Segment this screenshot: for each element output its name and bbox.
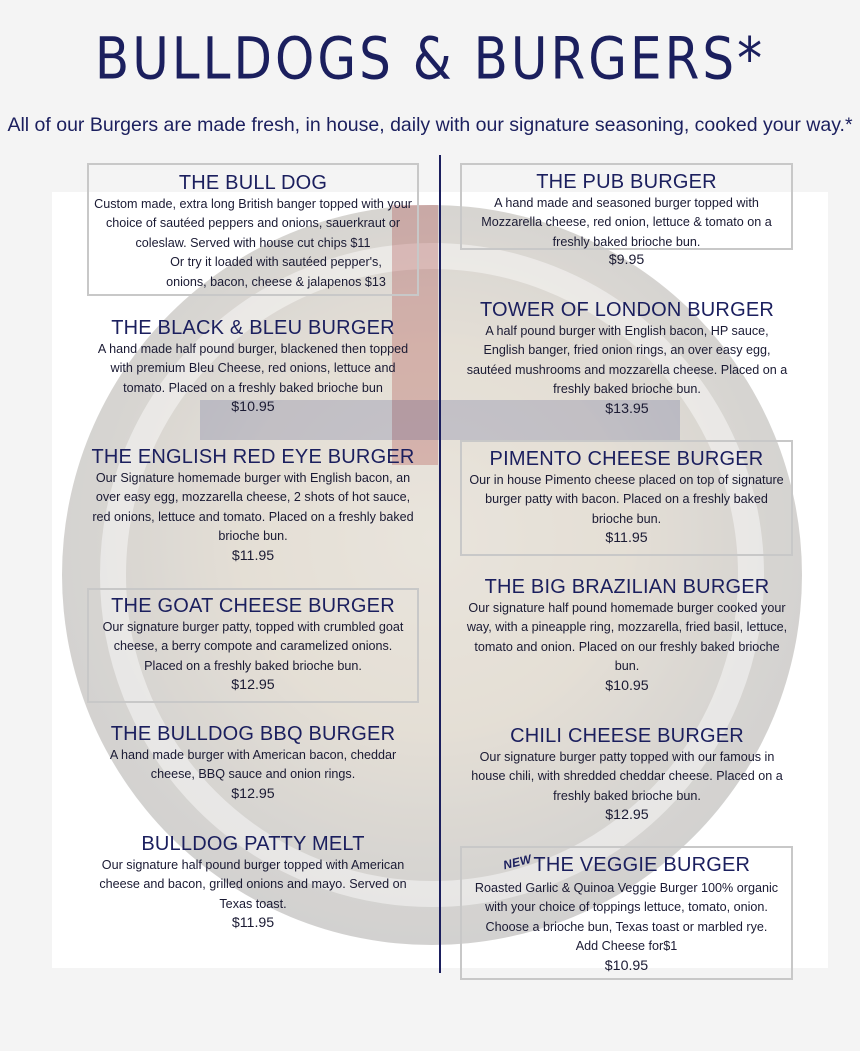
column-divider bbox=[439, 155, 441, 973]
item-description: Our Signature homemade burger with English bacon, an over easy egg, mozzarella cheese, 2 shots of hot sauce, red onions, lettuce and tomato. Placed on a freshly baked brioche bun. bbox=[92, 471, 414, 544]
page-subtitle: All of our Burgers are made fresh, in house, daily with our signature seasoning, cooked your way.* bbox=[7, 114, 853, 136]
item-description: Custom made, extra long British banger topped with your choice of sautéed peppers and onions, sauerkraut or coleslaw. Served with house cut chips $11 bbox=[94, 197, 412, 250]
item-price: $11.95 bbox=[605, 530, 648, 547]
menu-item-tower-of-london bbox=[466, 298, 788, 419]
menu-item-big-brazilian bbox=[466, 575, 788, 696]
menu-item-pimento-cheese bbox=[460, 440, 793, 556]
item-price: $13.95 bbox=[605, 400, 649, 417]
item-price: $10.95 bbox=[231, 399, 275, 416]
menu-item-black-bleu bbox=[92, 316, 414, 417]
new-badge: NEW bbox=[501, 851, 533, 873]
menu-item-bulldog-bbq bbox=[100, 722, 406, 804]
item-description: A hand made burger with American bacon, cheddar cheese, BBQ sauce and onion rings. bbox=[109, 748, 397, 782]
item-description: Our signature half pound homemade burger cooked your way, with a pineapple ring, mozzarella, fried basil, lettuce, tomato and onion. Placed on our freshly baked brioche bun. bbox=[466, 601, 788, 674]
menu-item-english-red-eye bbox=[90, 445, 416, 566]
item-price: $11.95 bbox=[231, 547, 275, 564]
item-price: $12.95 bbox=[605, 807, 649, 824]
item-description: A hand made half pound burger, blackened then topped with premium Bleu Cheese, red onions, lettuce and tomato. Placed on a freshly baked brioche bun bbox=[97, 342, 409, 395]
item-name: THE BULLDOG BBQ BURGER bbox=[110, 723, 396, 745]
item-description: Our in house Pimento cheese placed on top of signature burger patty with bacon. Placed on a freshly baked brioche bun. bbox=[469, 473, 784, 526]
item-description: Our signature burger patty, topped with crumbled goat cheese, a berry compote and caramelized onions. Placed on a freshly baked brioche bun. bbox=[102, 620, 404, 673]
item-description: A hand made and seasoned burger topped with Mozzarella cheese, red onion, lettuce & tomato on a freshly baked brioche bun. bbox=[481, 196, 772, 249]
item-price: $10.95 bbox=[605, 677, 649, 694]
item-name-row bbox=[462, 853, 791, 879]
item-price: $9.95 bbox=[608, 252, 645, 269]
item-price: $12.95 bbox=[231, 677, 275, 694]
menu-item-chili-cheese bbox=[466, 724, 788, 825]
menu-item-goat-cheese bbox=[87, 588, 419, 703]
item-price: $12.95 bbox=[231, 785, 275, 802]
item-description: A half pound burger with English bacon, HP sauce, English banger, fried onion rings, an over easy egg, sautéed mushrooms and mozzarella cheese. Placed on a freshly baked brioche bun. bbox=[466, 324, 788, 397]
item-extra: Add Cheese for$1 bbox=[575, 939, 678, 954]
item-price: $11.95 bbox=[231, 915, 275, 932]
item-description: Roasted Garlic & Quinoa Veggie Burger 100% organic with your choice of toppings lettuce, tomato, onion. Choose a brioche bun, Texas toast or marbled rye. bbox=[474, 881, 779, 934]
item-price: $10.95 bbox=[604, 957, 649, 974]
item-description: Our signature half pound burger topped with American cheese and bacon, grilled onions and mayo. Served on Texas toast. bbox=[99, 858, 407, 911]
menu-item-veggie-burger bbox=[460, 846, 793, 980]
menu-item-patty-melt bbox=[94, 832, 412, 933]
item-name: BULLDOG PATTY MELT bbox=[141, 833, 365, 855]
item-name: THE ENGLISH RED EYE BURGER bbox=[91, 446, 415, 468]
page-title: BULLDOGS & BURGERS* bbox=[94, 25, 766, 93]
item-description: Our signature burger patty topped with our famous in house chili, with shredded cheddar cheese. Placed on a freshly baked brioche bun. bbox=[471, 750, 783, 803]
item-name: THE BULL DOG bbox=[178, 172, 328, 194]
item-name: PIMENTO CHEESE BURGER bbox=[489, 448, 764, 470]
item-extra: Or try it loaded with sautéed pepper's, onions, bacon, cheese & jalapenos $13 bbox=[166, 255, 386, 289]
item-name: THE BLACK & BLEU BURGER bbox=[111, 317, 395, 339]
item-name: THE PUB BURGER bbox=[536, 171, 717, 193]
item-name: TOWER OF LONDON BURGER bbox=[479, 299, 775, 321]
item-name: THE GOAT CHEESE BURGER bbox=[111, 595, 395, 617]
item-name: THE VEGGIE BURGER bbox=[533, 854, 751, 876]
item-name: CHILI CHEESE BURGER bbox=[510, 725, 744, 747]
item-name: THE BIG BRAZILIAN BURGER bbox=[484, 576, 770, 598]
menu-item-bull-dog bbox=[87, 163, 419, 296]
menu-item-pub-burger bbox=[460, 163, 793, 269]
